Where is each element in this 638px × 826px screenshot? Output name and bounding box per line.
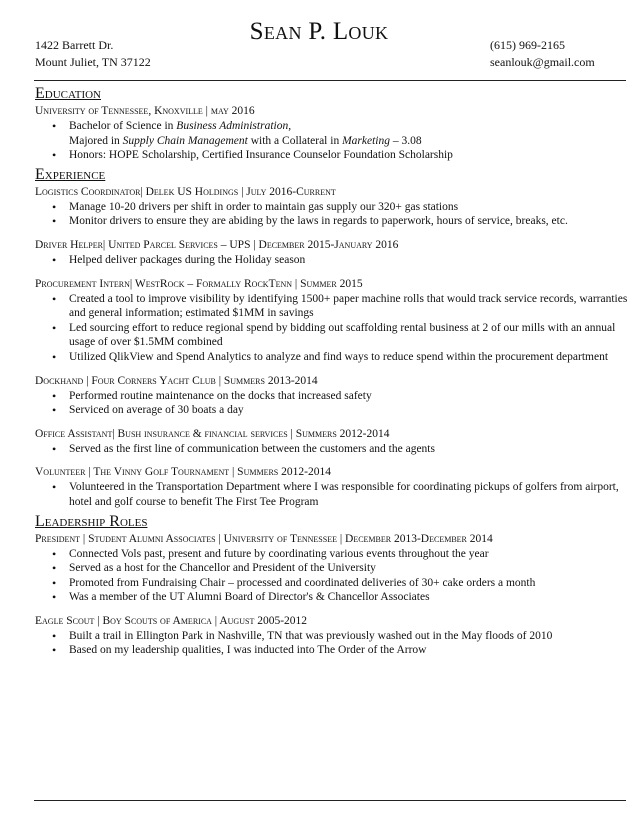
education-bullets [35,119,630,163]
list-item: • Was a member of the UT Alumni Board of Director's & Chancellor Associates [69,590,630,605]
list-item: • Serviced on average of 30 boats a day [69,403,630,418]
contact-block [490,37,595,71]
entry-head: Procurement Intern| WestRock – Formally RockTenn | Summer 2015 [35,277,363,290]
list-item: • Helped deliver packages during the Holiday season [69,253,630,268]
entry-head: President | Student Alumni Associates | University of Tennessee | December 2013-December 2014 [35,532,493,545]
list-item: • Created a tool to improve visibility by identifying 1500+ paper machine rolls that would track service records, warranties and general information; estimated $1MM in savings [69,292,630,321]
entry-bullets [35,253,630,268]
gpa: – 3.08 [389,134,422,147]
major-field: Supply Chain Management [122,134,248,147]
list-item: • Utilized QlikView and Spend Analytics to analyze and find ways to reduce spend within the procurement department [69,350,630,365]
list-item: • Built a trail in Ellington Park in Nashville, TN that was previously washed out in the May floods of 2010 [69,629,630,644]
entry-bullets [35,442,630,457]
degree-prefix: Bachelor of Science in [69,120,177,132]
entry-bullets [35,480,630,509]
entry-head: Driver Helper| United Parcel Services – UPS | December 2015-January 2016 [35,238,399,251]
experience-entries [35,185,630,510]
list-item: • Honors: HOPE Scholarship, Certified Insurance Counselor Foundation Scholarship [69,148,630,163]
major-line [69,134,630,149]
education-section-title: Education [35,85,101,102]
bottom-divider [34,800,626,801]
list-item: • Volunteered in the Transportation Department where I was responsible for coordinating pickups of golfers from airport, hotel and golf course to benefit The First Tee Program [69,480,630,509]
list-item [69,119,630,148]
entry-head: Dockhand | Four Corners Yacht Club | Summers 2013-2014 [35,374,318,387]
entry-head: Office Assistant| Bush insurance & financial services | Summers 2012-2014 [35,427,390,440]
list-item: • Connected Vols past, present and future by coordinating various events throughout the year [69,547,630,562]
resume-content [35,82,630,658]
list-item: • Monitor drivers to ensure they are abiding by the laws in regards to paperwork, hours of service, breaks, etc. [69,214,630,229]
list-item: • Based on my leadership qualities, I was inducted into The Order of the Arrow [69,643,630,658]
address-line-2: Mount Juliet, TN 37122 [35,55,151,69]
education-entry-head: University of Tennessee, Knoxville | may 2016 [35,105,255,117]
entry-bullets [35,629,630,658]
top-divider [34,80,626,81]
entry-head: Logistics Coordinator| Delek US Holdings | July 2016-Current [35,185,336,198]
degree-field: Business Administration, [176,120,292,132]
phone-number: (615) 969-2165 [490,38,565,52]
entry-bullets [35,389,630,418]
email-address: seanlouk@gmail.com [490,55,595,69]
entry-head: Volunteer | The Vinny Golf Tournament | Summers 2012-2014 [35,466,331,479]
entry-head: Eagle Scout | Boy Scouts of America | August 2005-2012 [35,614,308,627]
address-line-1: 1422 Barrett Dr. [35,38,114,52]
entry-bullets [35,200,630,229]
candidate-name: Sean P. Louk [249,18,389,45]
collateral-field: Marketing [342,134,390,147]
list-item: • Manage 10-20 drivers per shift in order to maintain gas supply our 320+ gas stations [69,200,630,215]
list-item: • Led sourcing effort to reduce regional spend by bidding out scaffolding rental business at 2 of our mills with an annual usage of over $1.5MM combined [69,321,630,350]
major-mid: with a Collateral in [247,134,343,147]
list-item: • Promoted from Fundraising Chair – processed and coordinated deliveries of 30+ cake orders a month [69,576,630,591]
leadership-entries [35,532,630,659]
list-item: • Served as the first line of communication between the customers and the agents [69,442,630,457]
entry-bullets [35,547,630,605]
major-prefix: Majored in [69,134,123,147]
list-item: • Served as a host for the Chancellor and President of the University [69,561,630,576]
entry-bullets [35,292,630,365]
experience-section-title: Experience [35,165,106,183]
leadership-section-title: Leadership Roles [35,512,148,530]
list-item: • Performed routine maintenance on the docks that increased safety [69,389,630,404]
